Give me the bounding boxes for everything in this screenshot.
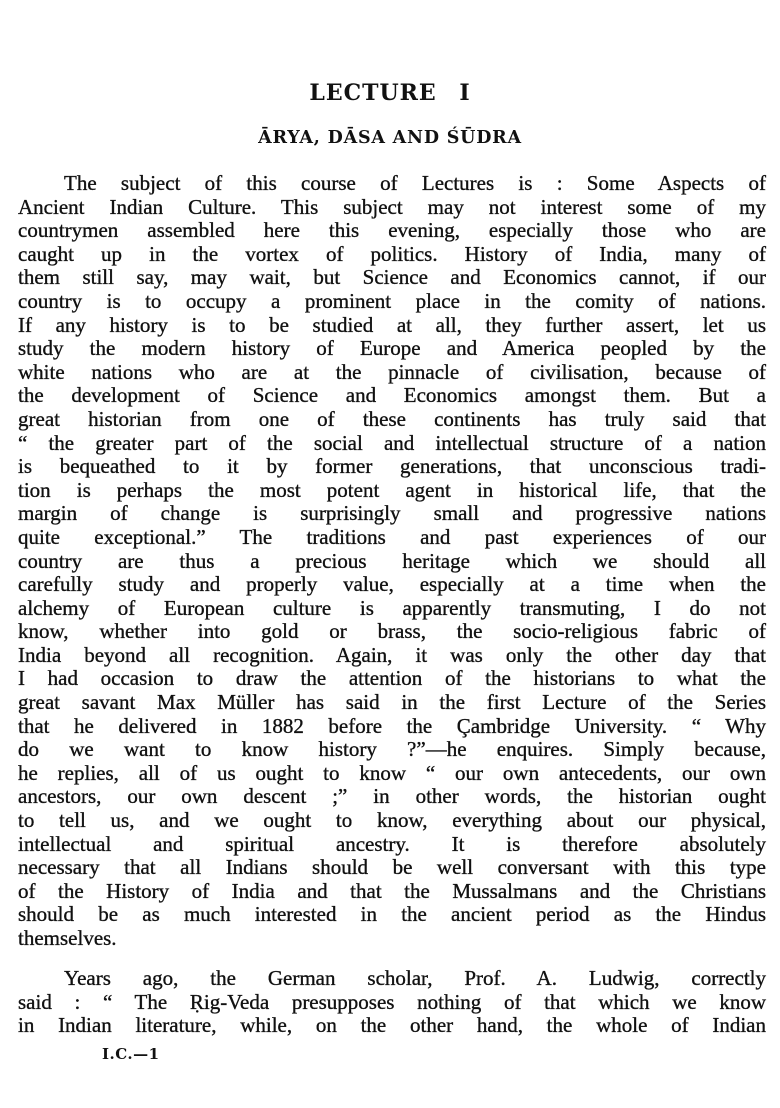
text-line: Years ago, the German scholar, Prof. A. Ludwig, correctly: [64, 966, 766, 990]
text-line: I had occasion to draw the attention of the historians to what the: [18, 666, 766, 691]
text-line: great historian from one of these continents has truly said that: [18, 406, 766, 431]
text-line: to tell us, and we ought to know, everything about our physical,: [18, 808, 766, 833]
text-line: country are thus a precious heritage which we should all: [18, 548, 766, 573]
text-line: white nations who are at the pinnacle of civilisation, because of: [18, 359, 766, 384]
text-line: tion is perhaps the most potent agent in historical life, that the: [18, 477, 766, 502]
text-line: countrymen assembled here this evening, especially those who are: [18, 218, 766, 243]
text-line: quite exceptional.” The traditions and past experiences of our: [18, 524, 766, 549]
text-line: carefully study and properly value, especially at a time when the: [18, 572, 766, 597]
text-line: he replies, all of us ought to know “ our own antecedents, our own: [18, 760, 766, 785]
text-line: themselves.: [18, 926, 117, 950]
text-line: intellectual and spiritual ancestry. It is therefore absolutely: [18, 831, 766, 856]
text-line: country is to occupy a prominent place in the comity of nations.: [18, 288, 766, 313]
paragraph-2: [18, 967, 766, 1038]
lecture-heading: LECTURE I: [309, 80, 471, 106]
text-line: said : “ The Ṛig-Veda presupposes nothing of that which we know: [18, 989, 766, 1014]
text-line: know, whether into gold or brass, the socio-religious fabric of: [18, 619, 766, 644]
text-line: the development of Science and Economics amongst them. But a: [18, 383, 766, 408]
text-line: ancestors, our own descent ;” in other words, the historian ought: [18, 784, 766, 809]
lecture-subtitle: ĀRYA, DĀSA AND ŚŪDRA: [258, 128, 522, 148]
text-line: India beyond all recognition. Again, it was only the other day that: [18, 642, 766, 667]
text-line: The subject of this course of Lectures is : Some Aspects of: [64, 171, 766, 195]
signature-mark: I.C.—1: [102, 1045, 160, 1063]
text-line: great savant Max Müller has said in the first Lecture of the Series: [18, 690, 766, 715]
text-line: in Indian literature, while, on the other hand, the whole of Indian: [18, 1013, 766, 1038]
text-line: that he delivered in 1882 before the Çambridge University. “ Why: [18, 713, 766, 738]
text-line: Ancient Indian Culture. This subject may not interest some of my: [18, 194, 766, 219]
paragraph-1: [18, 172, 766, 951]
text-line: study the modern history of Europe and America peopled by the: [18, 336, 766, 361]
text-line: margin of change is surprisingly small and progressive nations: [18, 501, 766, 526]
text-line: If any history is to be studied at all, they further assert, let us: [18, 312, 766, 337]
text-line: do we want to know history ?”—he enquires. Simply because,: [18, 737, 766, 762]
text-line: “ the greater part of the social and intellectual structure of a nation: [18, 430, 766, 455]
text-line: is bequeathed to it by former generations, that unconscious tradi-: [18, 454, 766, 479]
text-line: of the History of India and that the Mussalmans and the Christians: [18, 878, 766, 903]
text-line: caught up in the vortex of politics. History of India, many of: [18, 241, 766, 266]
text-line: necessary that all Indians should be well conversant with this type: [18, 855, 766, 880]
text-line: should be as much interested in the ancient period as the Hindus: [18, 902, 766, 927]
text-line: them still say, may wait, but Science and Economics cannot, if our: [18, 265, 766, 290]
text-line: alchemy of European culture is apparently transmuting, I do not: [18, 595, 766, 620]
